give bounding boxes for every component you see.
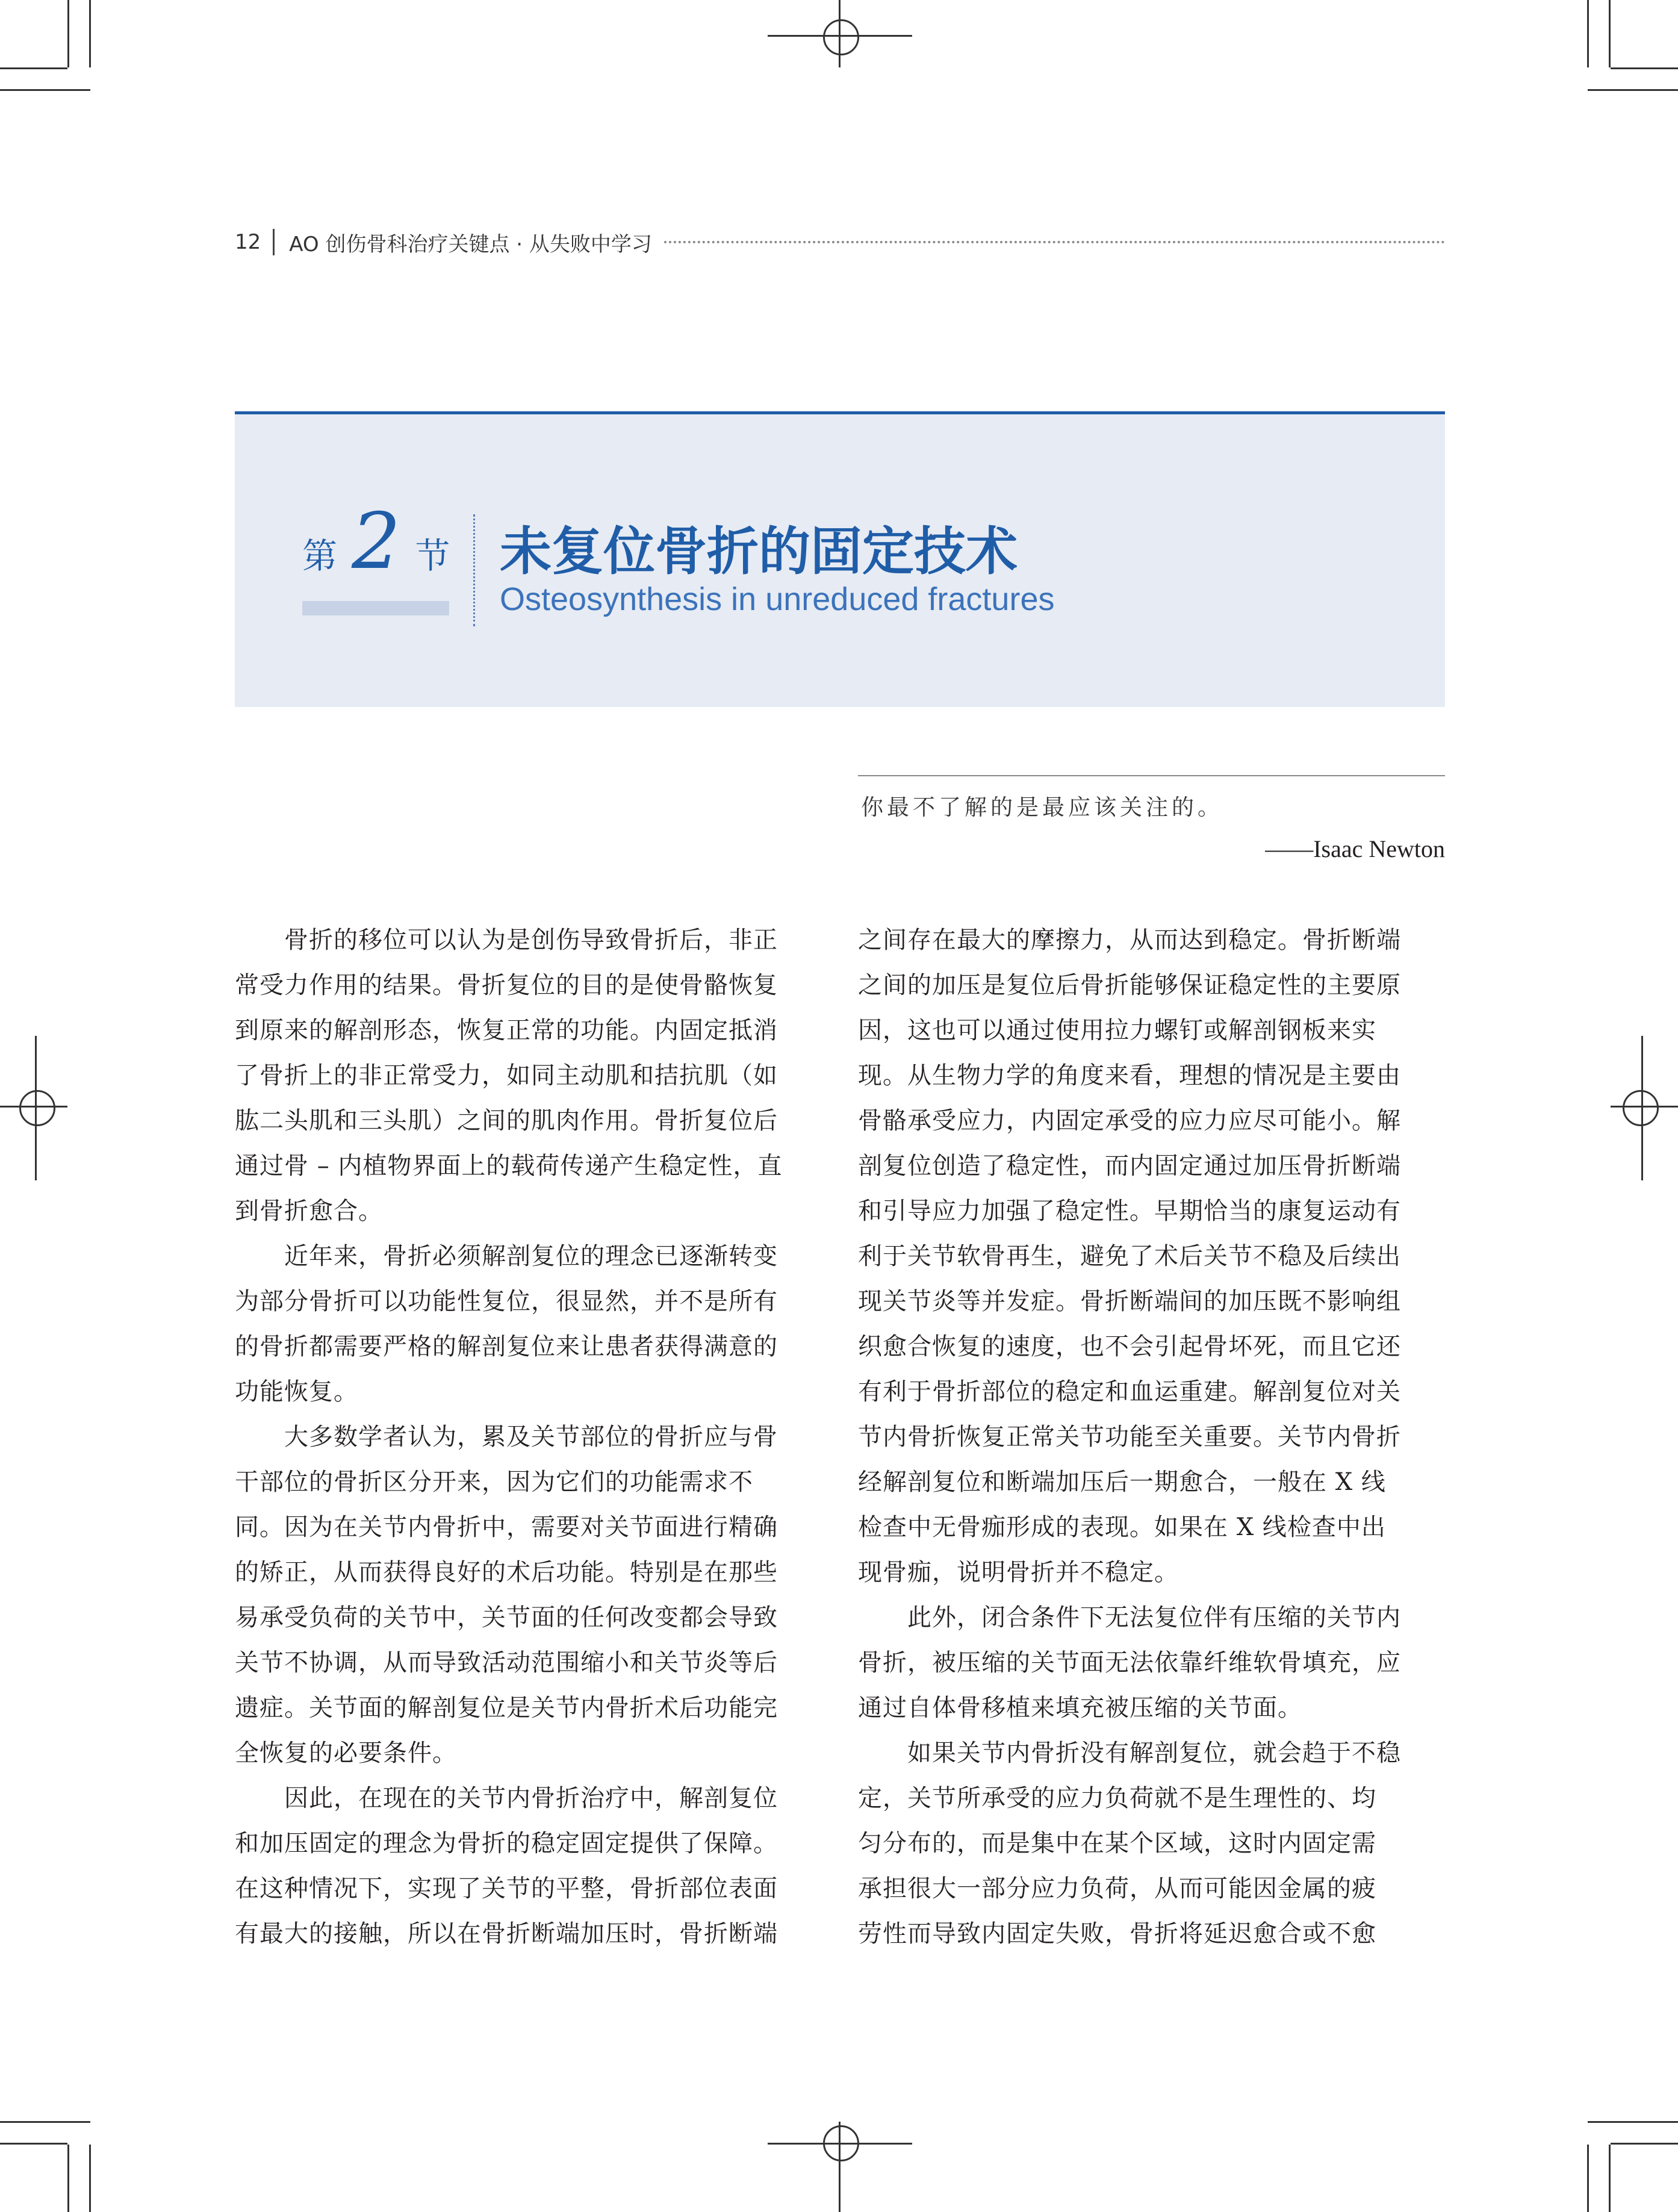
- body-text-line: 为部分骨折可以功能性复位，很显然，并不是所有: [235, 1288, 778, 1315]
- section-number-label: [302, 497, 450, 587]
- body-text-line: 现。从生物力学的角度来看，理想的情况是主要由: [858, 1062, 1401, 1089]
- body-text-line: 关节不协调，从而导致活动范围缩小和关节炎等后: [235, 1649, 778, 1677]
- crop-mark: [1611, 67, 1678, 69]
- body-text-line: 之间的加压是复位后骨折能够保证稳定性的主要原: [858, 971, 1401, 999]
- crop-mark: [1587, 2145, 1589, 2212]
- body-text-line: 和加压固定的理念为骨折的稳定固定提供了保障。: [235, 1830, 778, 1857]
- crop-mark: [1609, 0, 1611, 67]
- body-text-line: 肱二头肌和三头肌）之间的肌肉作用。骨折复位后: [235, 1107, 778, 1135]
- registration-circle: [19, 1090, 55, 1126]
- body-column-left: [235, 918, 822, 1957]
- crop-mark: [1588, 2121, 1678, 2123]
- registration-circle: [823, 2125, 859, 2161]
- crop-mark: [0, 89, 90, 91]
- body-text-line: 有利于骨折部位的稳定和血运重建。解剖复位对关: [858, 1378, 1401, 1406]
- crop-mark: [0, 67, 67, 69]
- crop-mark: [1588, 89, 1678, 91]
- body-text-line: 织愈合恢复的速度，也不会引起骨坏死，而且它还: [858, 1333, 1401, 1360]
- crop-mark: [67, 2145, 69, 2212]
- section-banner: [235, 411, 1445, 707]
- body-text-line: 通过自体骨移植来填充被压缩的关节面。: [858, 1694, 1302, 1722]
- body-text-line: 剖复位创造了稳定性，而内固定通过加压骨折断端: [858, 1152, 1401, 1180]
- body-text-line: 劳性而导致内固定失败，骨折将延迟愈合或不愈: [858, 1920, 1376, 1948]
- body-text-line: 全恢复的必要条件。: [235, 1739, 457, 1767]
- epigraph-quote: 你最不了解的是最应该关注的。: [861, 794, 1223, 820]
- body-text-line: 因此，在现在的关节内骨折治疗中，解剖复位: [284, 1784, 778, 1812]
- body-text-line: 定，关节所承受的应力负荷就不是生理性的、均: [858, 1784, 1376, 1812]
- running-header: [235, 224, 1445, 260]
- crop-mark: [1609, 2145, 1611, 2212]
- body-text-line: 大多数学者认为，累及关节部位的骨折应与骨: [284, 1423, 778, 1451]
- crop-mark: [1611, 2143, 1678, 2145]
- section-suffix: 节: [415, 535, 450, 576]
- body-text-line: 承担很大一部分应力负荷，从而可能因金属的疲: [858, 1875, 1376, 1902]
- body-text-line: 遗症。关节面的解剖复位是关节内骨折术后功能完: [235, 1694, 778, 1722]
- body-column-right: [858, 918, 1445, 1957]
- body-text-line: 利于关节软骨再生，避免了术后关节不稳及后续出: [858, 1242, 1401, 1270]
- body-text-line: 同。因为在关节内骨折中，需要对关节面进行精确: [235, 1513, 778, 1541]
- section-number: 2: [352, 497, 401, 587]
- body-text-line: 骨骼承受应力，内固定承受的应力应尽可能小。解: [858, 1107, 1401, 1135]
- body-text-line: 现骨痂，说明骨折并不稳定。: [858, 1559, 1179, 1586]
- crop-mark: [1587, 0, 1589, 67]
- section-title: 未复位骨折的固定技术: [500, 522, 1018, 582]
- body-text-line: 通过骨 – 内植物界面上的载荷传递产生稳定性，直: [235, 1152, 783, 1180]
- body-text-line: 的骨折都需要严格的解剖复位来让患者获得满意的: [235, 1333, 778, 1360]
- body-text-line: 干部位的骨折区分开来，因为它们的功能需求不: [235, 1468, 753, 1496]
- header-dotted-rule: [664, 241, 1445, 243]
- body-text-line: 如果关节内骨折没有解剖复位，就会趋于不稳: [907, 1739, 1401, 1767]
- section-divider: [473, 514, 475, 626]
- body-text-line: 到原来的解剖形态，恢复正常的功能。内固定抵消: [235, 1017, 778, 1044]
- crop-mark: [89, 2145, 91, 2212]
- body-text-line: 节内骨折恢复正常关节功能至关重要。关节内骨折: [858, 1423, 1401, 1451]
- crop-mark: [0, 2121, 90, 2123]
- epigraph-author: ——Isaac Newton: [1265, 835, 1445, 862]
- body-text-line: 常受力作用的结果。骨折复位的目的是使骨骼恢复: [235, 971, 778, 999]
- crop-mark: [89, 0, 91, 67]
- section-prefix: 第: [302, 535, 338, 576]
- body-text-line: 有最大的接触，所以在骨折断端加压时，骨折断端: [235, 1920, 778, 1948]
- body-text-line: 此外，闭合条件下无法复位伴有压缩的关节内: [907, 1604, 1401, 1631]
- body-text-line: 功能恢复。: [235, 1378, 358, 1406]
- body-text-line: 现关节炎等并发症。骨折断端间的加压既不影响组: [858, 1288, 1401, 1315]
- body-text-line: 检查中无骨痂形成的表现。如果在 X 线检查中出: [858, 1513, 1386, 1541]
- body-text-line: 的矫正，从而获得良好的术后功能。特别是在那些: [235, 1559, 778, 1586]
- body-text-line: 经解剖复位和断端加压后一期愈合，一般在 X 线: [858, 1468, 1386, 1496]
- body-text-line: 骨折的移位可以认为是创伤导致骨折后，非正: [284, 926, 778, 954]
- body-text-line: 了骨折上的非正常受力，如同主动肌和拮抗肌（如: [235, 1062, 778, 1089]
- crop-mark: [0, 2143, 67, 2145]
- body-text-line: 之间存在最大的摩擦力，从而达到稳定。骨折断端: [858, 926, 1401, 954]
- body-text-line: 和引导应力加强了稳定性。早期恰当的康复运动有: [858, 1197, 1401, 1225]
- registration-circle: [1623, 1090, 1659, 1126]
- body-text-line: 匀分布的，而是集中在某个区域，这时内固定需: [858, 1830, 1376, 1857]
- epigraph-rule: [858, 775, 1445, 776]
- book-title: AO 创伤骨科治疗关键点 · 从失败中学习: [289, 232, 652, 257]
- body-text-line: 因，这也可以通过使用拉力螺钉或解剖钢板来实: [858, 1017, 1376, 1044]
- body-text-line: 骨折，被压缩的关节面无法依靠纤维软骨填充，应: [858, 1649, 1401, 1677]
- crop-mark: [67, 0, 69, 67]
- body-text-line: 近年来，骨折必须解剖复位的理念已逐渐转变: [284, 1242, 778, 1270]
- body-text-line: 易承受负荷的关节中，关节面的任何改变都会导致: [235, 1604, 778, 1631]
- body-text-line: 到骨折愈合。: [235, 1197, 383, 1225]
- section-accent-bar: [302, 601, 449, 615]
- page-number: 12: [235, 229, 275, 255]
- registration-circle: [823, 19, 859, 55]
- body-text-line: 在这种情况下，实现了关节的平整，骨折部位表面: [235, 1875, 778, 1902]
- section-subtitle: Osteosynthesis in unreduced fractures: [500, 581, 1055, 617]
